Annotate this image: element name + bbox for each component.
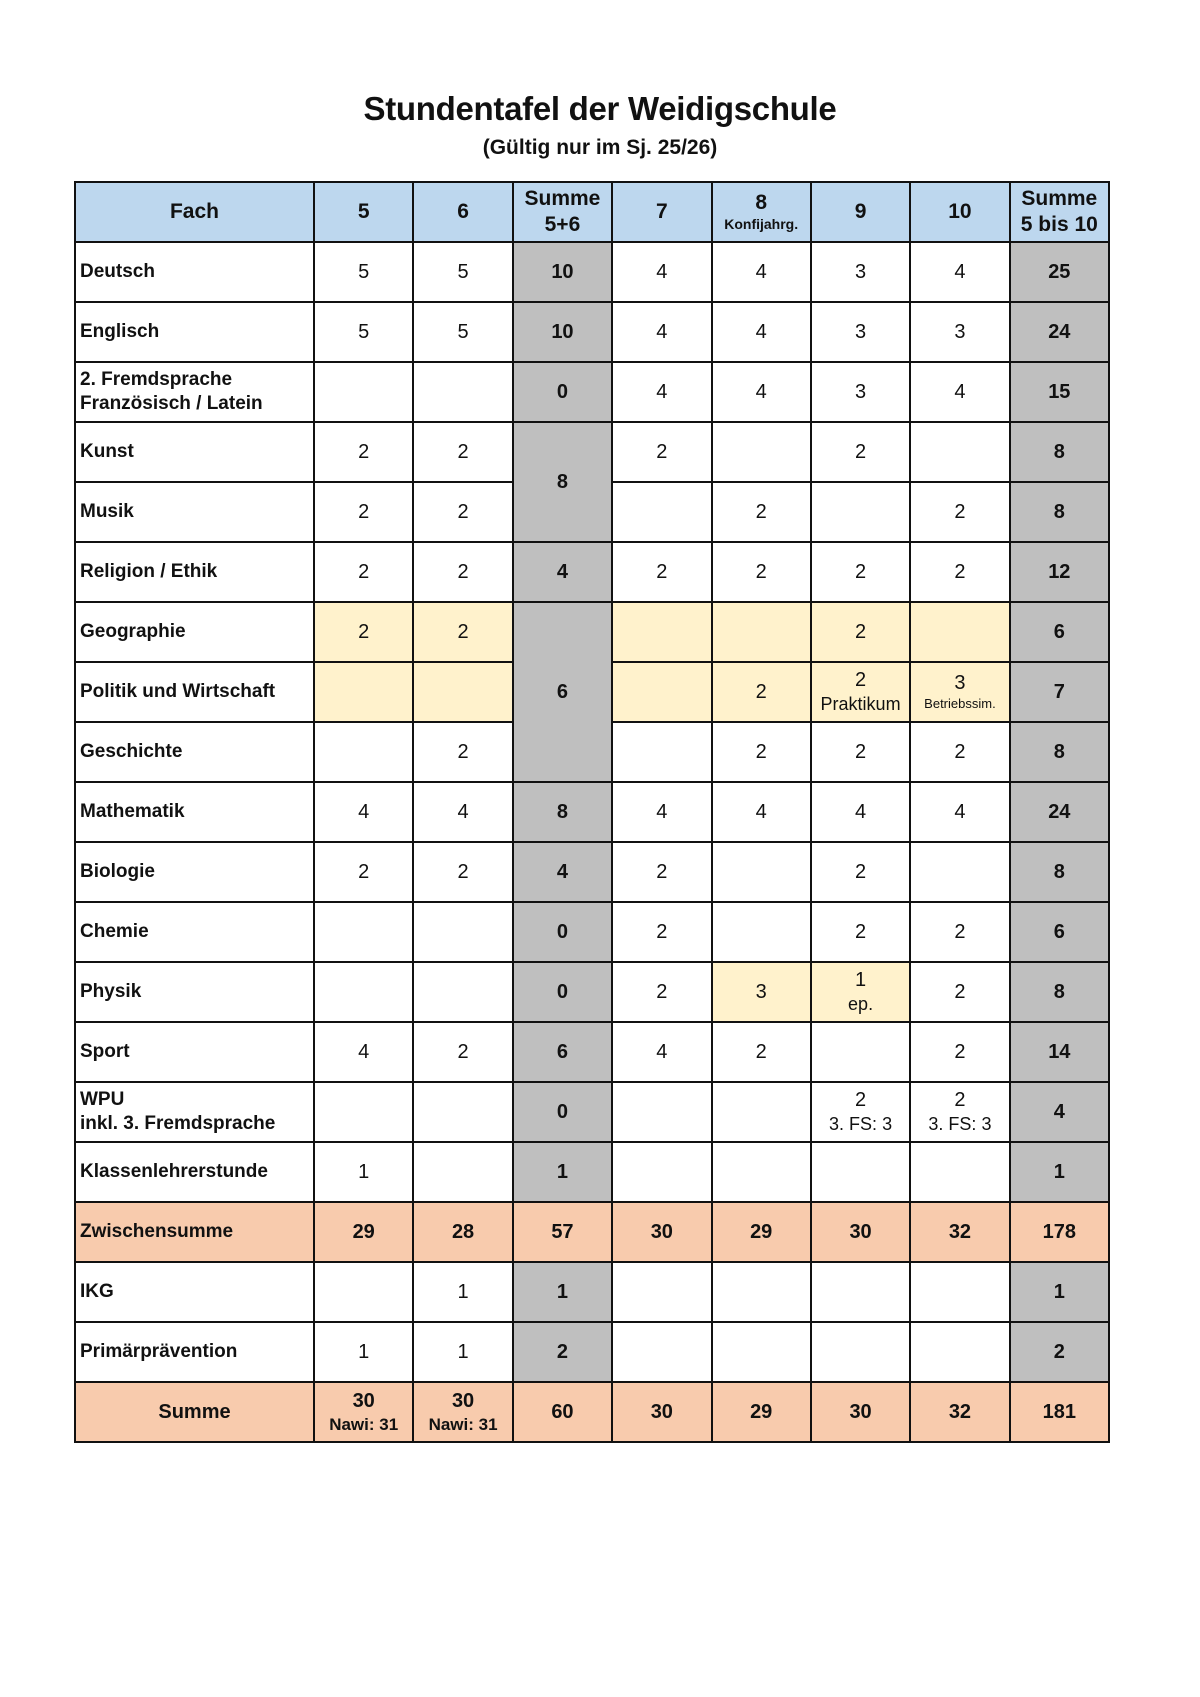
header-grade-9: 9 <box>811 182 910 242</box>
timetable <box>74 181 1110 1443</box>
cell-sum-total: 1 <box>1010 1262 1109 1322</box>
cell-grade-9 <box>811 1322 910 1382</box>
cell-grade-6: 2 <box>413 722 512 782</box>
cell-grade-6: 2 <box>413 542 512 602</box>
subject-name <box>75 1082 314 1142</box>
cell-grade-10 <box>910 1082 1009 1142</box>
cell-sum-5-6: 0 <box>513 962 612 1022</box>
cell-grade-6: 2 <box>413 602 512 662</box>
cell-note: ep. <box>848 994 874 1015</box>
subject-name: Biologie <box>75 842 314 902</box>
cell-sum-5-6: 4 <box>513 842 612 902</box>
cell-grade-8: 4 <box>712 242 811 302</box>
cell-sum-5-6: 57 <box>513 1202 612 1262</box>
cell-grade-9: 30 <box>811 1382 910 1442</box>
cell-sum-5-6: 8 <box>513 782 612 842</box>
cell-sum-total: 6 <box>1010 602 1109 662</box>
subject-name: Chemie <box>75 902 314 962</box>
cell-grade-5: 5 <box>314 302 413 362</box>
cell-grade-6: 4 <box>413 782 512 842</box>
cell-value: 2 <box>855 1089 867 1112</box>
cell-grade-8: 2 <box>712 1022 811 1082</box>
subject-name: Physik <box>75 962 314 1022</box>
cell-grade-9 <box>811 1142 910 1202</box>
cell-grade-9: 2 <box>811 902 910 962</box>
header-grade-8-label: 8 <box>755 191 768 215</box>
cell-grade-8: 3 <box>712 962 811 1022</box>
cell-value: 30 <box>451 1389 475 1412</box>
subject-name-line1: 2. Fremdsprache <box>80 369 233 391</box>
cell-grade-10: 2 <box>910 722 1009 782</box>
cell-sum-total: 24 <box>1010 302 1109 362</box>
cell-sum-5-6: 0 <box>513 362 612 422</box>
cell-grade-5: 4 <box>314 1022 413 1082</box>
cell-grade-7 <box>612 662 711 722</box>
cell-value: 2 <box>855 669 867 692</box>
cell-grade-8: 4 <box>712 362 811 422</box>
cell-sum-total: 181 <box>1010 1382 1109 1442</box>
table-row <box>75 1322 1109 1382</box>
header-row <box>75 182 1109 242</box>
subject-name: Sport <box>75 1022 314 1082</box>
cell-grade-9 <box>811 1262 910 1322</box>
cell-grade-6: 2 <box>413 1022 512 1082</box>
cell-grade-7: 2 <box>612 902 711 962</box>
cell-grade-5: 1 <box>314 1142 413 1202</box>
cell-value: 1 <box>855 969 867 992</box>
cell-grade-8: 2 <box>712 722 811 782</box>
cell-sum-5-6: 4 <box>513 542 612 602</box>
cell-grade-7: 2 <box>612 422 711 482</box>
cell-grade-10 <box>910 1262 1009 1322</box>
header-sum-total <box>1010 182 1109 242</box>
cell-grade-5 <box>314 1382 413 1442</box>
cell-grade-5 <box>314 1262 413 1322</box>
subject-name: Politik und Wirtschaft <box>75 662 314 722</box>
cell-grade-7 <box>612 602 711 662</box>
subject-name: Deutsch <box>75 242 314 302</box>
cell-grade-5: 5 <box>314 242 413 302</box>
cell-sum-5-6: 6 <box>513 1022 612 1082</box>
cell-grade-8: 4 <box>712 302 811 362</box>
cell-grade-8 <box>712 1262 811 1322</box>
cell-grade-6 <box>413 902 512 962</box>
cell-grade-10: 32 <box>910 1202 1009 1262</box>
cell-grade-6: 5 <box>413 302 512 362</box>
cell-grade-7: 2 <box>612 842 711 902</box>
subject-name-line1: WPU <box>80 1089 125 1111</box>
cell-grade-9: 3 <box>811 362 910 422</box>
subject-name: IKG <box>75 1262 314 1322</box>
cell-grade-8: 4 <box>712 782 811 842</box>
subject-name: Summe <box>75 1382 314 1442</box>
cell-grade-10: 2 <box>910 1022 1009 1082</box>
cell-note: 3. FS: 3 <box>829 1114 893 1135</box>
cell-grade-5 <box>314 902 413 962</box>
cell-grade-7: 4 <box>612 362 711 422</box>
subject-name: Zwischensumme <box>75 1202 314 1262</box>
cell-grade-7: 4 <box>612 242 711 302</box>
subtotal-row <box>75 1202 1109 1262</box>
header-sum-5-6-line2: 5+6 <box>544 213 581 236</box>
cell-grade-10: 3 <box>910 302 1009 362</box>
cell-grade-6: 28 <box>413 1202 512 1262</box>
cell-grade-10 <box>910 1322 1009 1382</box>
cell-grade-6 <box>413 1142 512 1202</box>
cell-sum-total: 14 <box>1010 1022 1109 1082</box>
table-row <box>75 1142 1109 1202</box>
cell-grade-9 <box>811 662 910 722</box>
subject-name: Primärprävention <box>75 1322 314 1382</box>
cell-sum-5-6-merged: 6 <box>513 602 612 782</box>
cell-grade-5 <box>314 722 413 782</box>
table-row <box>75 1262 1109 1322</box>
cell-sum-5-6: 10 <box>513 302 612 362</box>
cell-grade-6 <box>413 662 512 722</box>
cell-grade-9: 30 <box>811 1202 910 1262</box>
header-grade-6: 6 <box>413 182 512 242</box>
table-row <box>75 602 1109 662</box>
subject-name <box>75 362 314 422</box>
cell-grade-9: 2 <box>811 422 910 482</box>
cell-grade-8 <box>712 1142 811 1202</box>
cell-grade-5: 4 <box>314 782 413 842</box>
cell-grade-5: 1 <box>314 1322 413 1382</box>
cell-grade-9: 3 <box>811 302 910 362</box>
cell-grade-6: 2 <box>413 422 512 482</box>
cell-grade-8: 2 <box>712 662 811 722</box>
cell-grade-7 <box>612 1082 711 1142</box>
cell-grade-6: 1 <box>413 1262 512 1322</box>
cell-sum-total: 2 <box>1010 1322 1109 1382</box>
cell-sum-total: 8 <box>1010 482 1109 542</box>
cell-grade-9: 4 <box>811 782 910 842</box>
header-sum-total-line2: 5 bis 10 <box>1020 213 1098 236</box>
subject-name: Kunst <box>75 422 314 482</box>
cell-note: Nawi: 31 <box>329 1414 399 1434</box>
cell-grade-9 <box>811 1022 910 1082</box>
total-row <box>75 1382 1109 1442</box>
cell-grade-7: 4 <box>612 302 711 362</box>
cell-grade-8: 2 <box>712 542 811 602</box>
cell-grade-7: 2 <box>612 542 711 602</box>
cell-grade-8: 29 <box>712 1382 811 1442</box>
cell-grade-5 <box>314 1082 413 1142</box>
table-row <box>75 902 1109 962</box>
cell-sum-total: 1 <box>1010 1142 1109 1202</box>
subject-name-line2: inkl. 3. Fremdsprache <box>80 1113 276 1134</box>
cell-grade-10 <box>910 422 1009 482</box>
cell-sum-total: 8 <box>1010 962 1109 1022</box>
cell-grade-10: 2 <box>910 902 1009 962</box>
cell-sum-5-6: 2 <box>513 1322 612 1382</box>
cell-grade-9 <box>811 482 910 542</box>
table-row <box>75 542 1109 602</box>
cell-grade-10: 4 <box>910 782 1009 842</box>
cell-sum-total: 178 <box>1010 1202 1109 1262</box>
cell-grade-6: 1 <box>413 1322 512 1382</box>
cell-grade-6: 2 <box>413 482 512 542</box>
cell-grade-7: 2 <box>612 962 711 1022</box>
cell-sum-5-6: 10 <box>513 242 612 302</box>
cell-grade-6: 5 <box>413 242 512 302</box>
cell-sum-total: 8 <box>1010 842 1109 902</box>
cell-grade-5: 2 <box>314 842 413 902</box>
cell-grade-7: 30 <box>612 1382 711 1442</box>
header-grade-7: 7 <box>612 182 711 242</box>
subject-name: Musik <box>75 482 314 542</box>
cell-grade-8 <box>712 842 811 902</box>
cell-grade-8 <box>712 902 811 962</box>
table-row <box>75 842 1109 902</box>
cell-grade-7: 4 <box>612 782 711 842</box>
cell-grade-9: 2 <box>811 722 910 782</box>
cell-sum-5-6-merged: 8 <box>513 422 612 542</box>
cell-sum-total: 25 <box>1010 242 1109 302</box>
subject-name: Mathematik <box>75 782 314 842</box>
subject-name: Geschichte <box>75 722 314 782</box>
cell-grade-7 <box>612 722 711 782</box>
header-grade-5: 5 <box>314 182 413 242</box>
cell-sum-5-6: 1 <box>513 1142 612 1202</box>
table-row <box>75 422 1109 482</box>
cell-grade-6 <box>413 1382 512 1442</box>
cell-grade-6 <box>413 1082 512 1142</box>
cell-grade-9: 3 <box>811 242 910 302</box>
cell-note: Nawi: 31 <box>428 1414 498 1434</box>
cell-grade-10 <box>910 1142 1009 1202</box>
cell-grade-7: 30 <box>612 1202 711 1262</box>
cell-sum-total: 7 <box>1010 662 1109 722</box>
cell-grade-10: 4 <box>910 242 1009 302</box>
table-row <box>75 362 1109 422</box>
cell-sum-total: 8 <box>1010 722 1109 782</box>
subject-name: Geographie <box>75 602 314 662</box>
table-row <box>75 1082 1109 1142</box>
cell-grade-7 <box>612 1262 711 1322</box>
cell-note: Betriebssim. <box>924 696 996 712</box>
cell-sum-5-6: 60 <box>513 1382 612 1442</box>
header-grade-10: 10 <box>910 182 1009 242</box>
cell-grade-10: 4 <box>910 362 1009 422</box>
table-row <box>75 1022 1109 1082</box>
cell-grade-5: 2 <box>314 482 413 542</box>
cell-grade-6 <box>413 962 512 1022</box>
cell-grade-6 <box>413 362 512 422</box>
header-grade-8-note: Konfijahrg. <box>724 216 799 233</box>
header-sum-5-6 <box>513 182 612 242</box>
cell-grade-8 <box>712 602 811 662</box>
table-row <box>75 242 1109 302</box>
cell-grade-5: 2 <box>314 422 413 482</box>
cell-grade-8: 29 <box>712 1202 811 1262</box>
cell-grade-8 <box>712 422 811 482</box>
cell-grade-9 <box>811 1082 910 1142</box>
cell-note: Praktikum <box>820 694 901 715</box>
cell-sum-total: 12 <box>1010 542 1109 602</box>
cell-grade-9: 2 <box>811 602 910 662</box>
cell-grade-8: 2 <box>712 482 811 542</box>
cell-grade-7 <box>612 1322 711 1382</box>
cell-sum-total: 6 <box>1010 902 1109 962</box>
cell-sum-total: 24 <box>1010 782 1109 842</box>
cell-grade-5: 2 <box>314 542 413 602</box>
cell-grade-8 <box>712 1322 811 1382</box>
cell-note: 3. FS: 3 <box>928 1114 992 1135</box>
header-sum-5-6-line1: Summe <box>524 186 601 210</box>
cell-grade-6: 2 <box>413 842 512 902</box>
cell-grade-5: 2 <box>314 602 413 662</box>
cell-grade-10 <box>910 602 1009 662</box>
table-row <box>75 302 1109 362</box>
subject-name: Religion / Ethik <box>75 542 314 602</box>
page-title: Stundentafel der Weidigschule <box>363 90 837 127</box>
subject-name: Englisch <box>75 302 314 362</box>
header-sum-total-line1: Summe <box>1021 186 1098 210</box>
cell-sum-total: 4 <box>1010 1082 1109 1142</box>
cell-grade-10 <box>910 662 1009 722</box>
cell-sum-total: 8 <box>1010 422 1109 482</box>
page-subtitle: (Gültig nur im Sj. 25/26) <box>482 136 718 159</box>
header-grade-8 <box>712 182 811 242</box>
subject-name: Klassenlehrerstunde <box>75 1142 314 1202</box>
cell-grade-10: 2 <box>910 962 1009 1022</box>
table-row <box>75 782 1109 842</box>
header-fach: Fach <box>75 182 314 242</box>
cell-grade-10: 2 <box>910 542 1009 602</box>
cell-grade-10: 2 <box>910 482 1009 542</box>
cell-grade-10: 32 <box>910 1382 1009 1442</box>
cell-grade-5: 29 <box>314 1202 413 1262</box>
cell-grade-7 <box>612 482 711 542</box>
cell-value: 2 <box>954 1089 966 1112</box>
cell-grade-8 <box>712 1082 811 1142</box>
cell-grade-5 <box>314 362 413 422</box>
cell-grade-5 <box>314 662 413 722</box>
cell-grade-7: 4 <box>612 1022 711 1082</box>
cell-value: 30 <box>352 1389 375 1412</box>
cell-sum-5-6: 0 <box>513 902 612 962</box>
cell-grade-5 <box>314 962 413 1022</box>
cell-grade-10 <box>910 842 1009 902</box>
cell-sum-total: 15 <box>1010 362 1109 422</box>
cell-grade-7 <box>612 1142 711 1202</box>
cell-grade-9: 2 <box>811 542 910 602</box>
cell-sum-5-6: 0 <box>513 1082 612 1142</box>
cell-sum-5-6: 1 <box>513 1262 612 1322</box>
subject-name-line2: Französisch / Latein <box>80 393 263 414</box>
cell-grade-9 <box>811 962 910 1022</box>
cell-grade-9: 2 <box>811 842 910 902</box>
table-row <box>75 962 1109 1022</box>
cell-value: 3 <box>954 672 966 695</box>
